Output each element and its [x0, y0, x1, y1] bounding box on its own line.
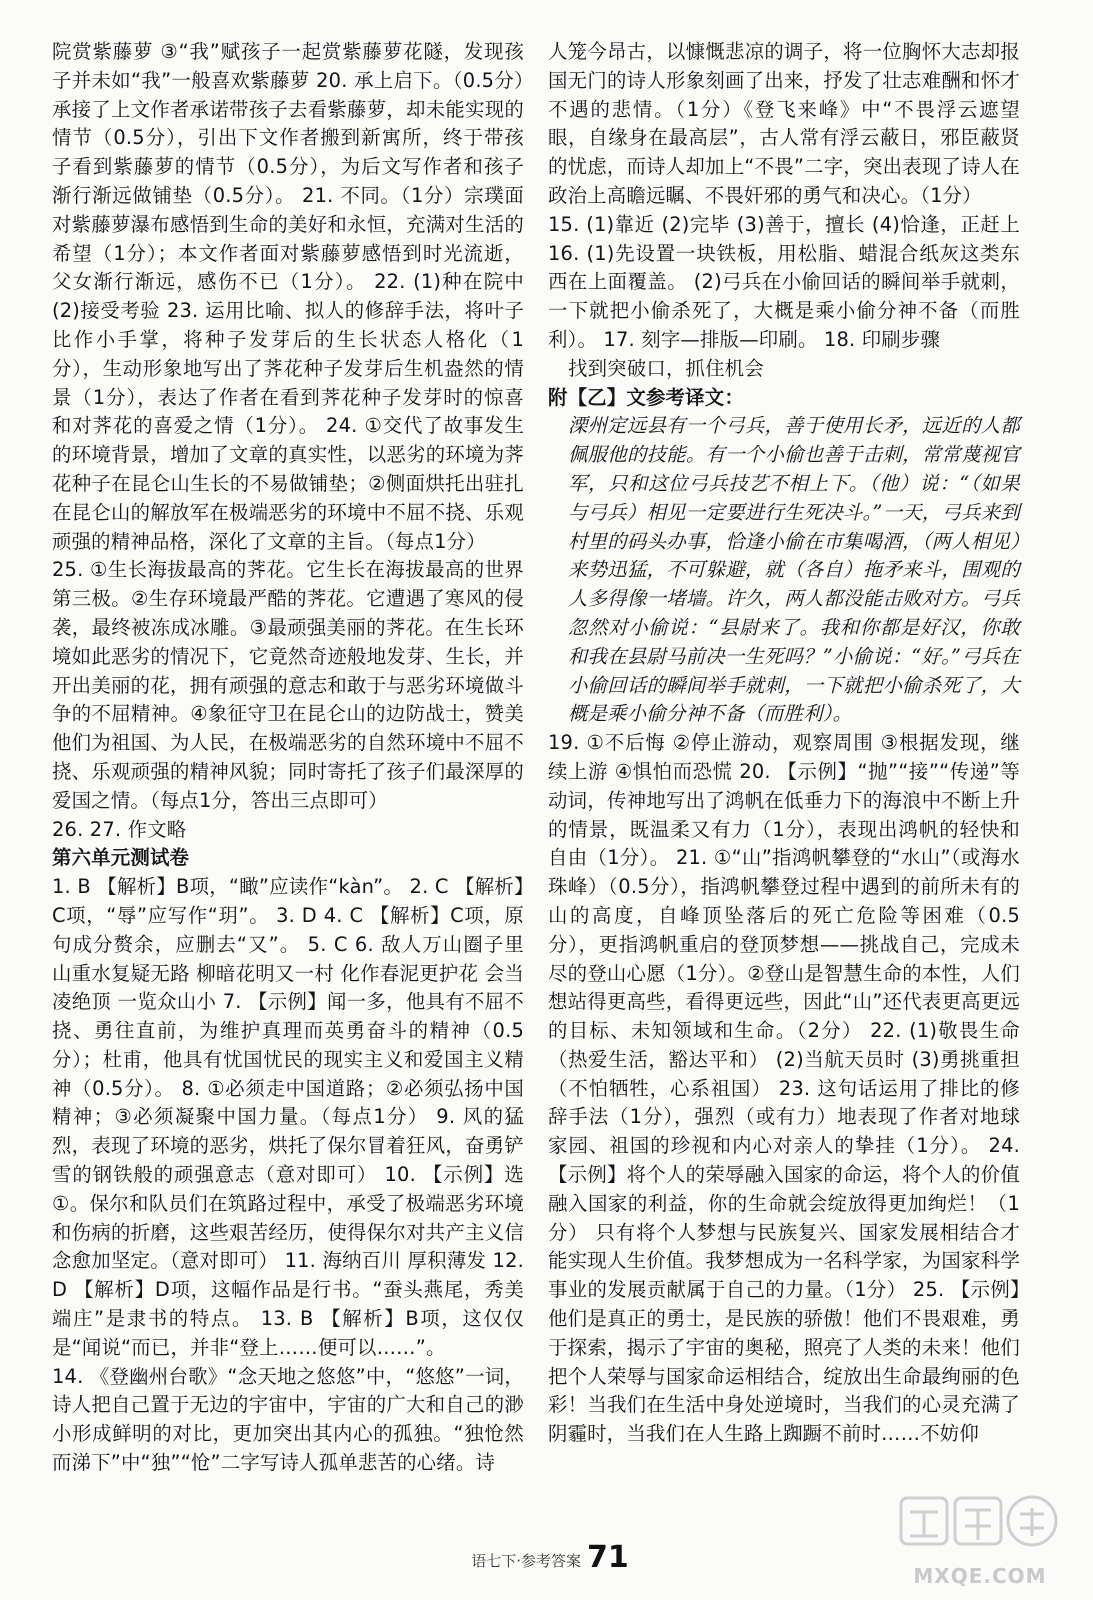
watermark-logo	[895, 1490, 1065, 1588]
footer-label: 语七下·参考答案	[471, 1552, 582, 1570]
section-title: 第六单元测试卷	[52, 846, 190, 870]
translation-text: 溧州定远县有一个弓兵，善于使用长矛，远近的人都佩服他的技能。有一个小偷也善于击刺，常常蔑视官军，只和这位弓兵技艺不相上下。（他）说：“（如果与弓兵）相见一定要进行生死决斗。”一天，弓兵来到村里的码头办事，恰逢小偷在市集喝酒，（两人相见）来势迅猛，不可躲避，就（各自）拖矛来斗，围观的人多得像一堵墙。许久，两人都没能击败对方。弓兵忽然对小偷说：“县尉来了。我和你都是好汉，你敢和我在县尉马前决一生死吗？”小偷说：“好。”弓兵在小偷回话的瞬间举手就刺，一下就把小偷杀死了，大概是乘小偷分神不备（而胜利）。	[568, 414, 1020, 726]
answer-paragraph-left-4: 1. B 【解析】B项，“瞰”应读作“kàn”。 2. C 【解析】C项，“辱”应写作“玥”。 3. D 4. C 【解析】C项，原句成分赘余，应删去“又”。 5. C 6. 敌人万山圈子里 山重水复疑无路 柳暗花明又一村 化作春泥更护花 会当凌绝顶 一览众山小 7. 【示例】闻一多，他具有不屈不挠、勇往直前，为维护真理而英勇奋斗的精神（0.5分）；杜甫，他具有忧国忧民的现实主义和爱国主义精神（0.5分）。 8. ①必须走中国道路；②必须弘扬中国精神；③必须凝聚中国力量。（每点1分） 9. 风的猛烈，表现了环境的恶劣，烘托了保尔冒着狂风，奋勇铲雪的钢铁般的顽强意志（意对即可） 10. 【示例】选①。保尔和队员们在筑路过程中，承受了极端恶劣环境和伤病的折磨，这些艰苦经历，使得保尔对共产主义信念愈加坚定。（意对即可） 11. 海纳百川 厚积薄发 12. D 【解析】D项，这幅作品是行书。“蚕头燕尾，秀美端庄”是隶书的特点。 13. B 【解析】B项，这仅仅是“闻说“而已，并非“登上……便可以……”。	[52, 875, 524, 1359]
page-footer	[420, 1535, 680, 1575]
right-column	[548, 38, 1020, 1449]
answer-paragraph-left-3: 26. 27. 作文略	[52, 817, 187, 841]
answer-paragraph-right-2: 15. (1)靠近 (2)完毕 (3)善于，擅长 (4)恰逢，正赶上 16. (1)先设置一块铁板，用松脂、蜡混合纸灰这类东西在上面覆盖。 (2)弓兵在小偷回话的瞬间举手就刺，一下就把小偷杀死了，大概是乘小偷分神不备（而胜利）。 17. 刻字—排版—印刷。 18. 印刷步骤	[548, 212, 1020, 351]
answer-paragraph-right-1: 人笼今昂古，以慷慨悲凉的调子，将一位胸怀大志却报国无门的诗人形象刻画了出来，抒发了壮志难酬和怀才不遇的悲情。（1分）《登飞来峰》中“不畏浮云遮望眼，自缘身在最高层”，古人常有浮云蔽日，邪臣蔽贤的忧虑，而诗人却加上“不畏”二字，突出表现了诗人在政治上高瞻远瞩、不畏奸邪的勇气和决心。（1分）	[548, 40, 1020, 207]
answer-paragraph-left-1: 院赏紫藤萝 ③“我”赋孩子一起赏紫藤萝花隧，发现孩子并未如“我”一般喜欢紫藤萝 20. 承上启下。（0.5分）承接了上文作者承诺带孩子去看紫藤萝，却未能实现的情节（0.5分），引出下文作者搬到新寓所，终于带孩子看到紫藤萝的情节（0.5分），为后文写作者和孩子渐行渐远做铺垫（0.5分）。 21. 不同。（1分）宗璞面对紫藤萝瀑布感悟到生命的美好和永恒，充满对生活的希望（1分）；本文作者面对紫藤萝感悟到时光流逝，父女渐行渐远，感伤不已（1分）。 22. (1)种在院中 (2)接受考验 23. 运用比喻、拟人的修辞手法，将叶子比作小手掌，将种子发芽后的生长状态人格化（1分），生动形象地写出了荠花种子发芽后生机盎然的情景（1分），表达了作者在看到荠花种子发芽时的惊喜和对荠花的喜爱之情（1分）。 24. ①交代了故事发生的环境背景，增加了文章的真实性，以恶劣的环境为荠花种子在昆仑山生长的不易做铺垫；②侧面烘托出驻扎在昆仑山的解放军在极端恶劣的环境中不屈不挠、乐观顽强的精神品格，深化了文章的主旨。（每点1分）	[52, 40, 524, 553]
watermark-mark-icon	[895, 1490, 1065, 1560]
answer-paragraph-right-3: 找到突破口，抓住机会	[568, 356, 764, 380]
translation-heading: 附【乙】文参考译文：	[548, 385, 744, 409]
left-column	[52, 38, 524, 1478]
watermark-url: MXQE.COM	[913, 1564, 1047, 1588]
answer-paragraph-left-5: 14. 《登幽州台歌》“念天地之悠悠”中，“悠悠”一词，诗人把自己置于无边的宇宙中，宇宙的广大和自己的渺小形成鲜明的对比，更加突出其内心的孤独。“独怆然而涕下”中“独”“怆”二字写诗人孤单悲苦的心绪。诗	[52, 1364, 524, 1475]
page-number: 71	[587, 1540, 629, 1575]
answer-paragraph-left-2: 25. ①生长海拔最高的荠花。它生长在海拔最高的世界第三极。②生存环境最严酷的荠花。它遭遇了寒风的侵袭，最终被冻成冰雕。③最顽强美丽的荠花。在生长环境如此恶劣的情况下，它竟然奇迹般地发芽、生长，并开出美丽的花，拥有顽强的意志和敢于与恶劣环境做斗争的不屈精神。④象征守卫在昆仑山的边防战士，赞美他们为祖国、为人民，在极端恶劣的自然环境中不屈不挠、乐观顽强的精神风貌；同时寄托了孩子们最深厚的爱国之情。（每点1分，答出三点即可）	[52, 558, 524, 812]
answer-paragraph-right-4: 19. ①不后悔 ②停止游动，观察周围 ③根据发现，继续上游 ④惧怕而恐慌 20. 【示例】“抛”“接”“传递”等动词，传神地写出了鸿帆在低垂力下的海浪中不断上升的情景，既温柔又有力（1分），表现出鸿帆的轻快和自由（1分）。 21. ①“山”指鸿帆攀登的“水山”（或海水珠峰）（0.5分），指鸿帆攀登过程中遇到的前所未有的山的高度，自峰顶坠落后的死亡危险等困难（0.5分），更指鸿帆重启的登顶梦想——挑战自己，完成未尽的登山心愿（1分）。②登山是智慧生命的本性，人们想站得更高些，看得更远些，因此“山”还代表更高更远的目标、未知领域和生命。（2分） 22. (1)敬畏生命（热爱生活，豁达平和） (2)当航天员时 (3)勇挑重担（不怕牺牲，心系祖国） 23. 这句话运用了排比的修辞手法（1分），强烈（或有力）地表现了作者对地球家园、祖国的珍视和内心对亲人的挚挂（1分）。 24. 【示例】将个人的荣辱融入国家的命运，将个人的价值融入国家的利益，你的生命就会绽放得更加绚烂！（1分） 只有将个人梦想与民族复兴、国家发展相结合才能实现人生价值。我梦想成为一名科学家，为国家科学事业的发展贡献属于自己的力量。（1分） 25. 【示例】他们是真正的勇士，是民族的骄傲！他们不畏艰难，勇于探索，揭示了宇宙的奥秘，照亮了人类的未来！他们把个人荣辱与国家命运相结合，绽放出生命最绚丽的色彩！当我们在生活中身处逆境时，当我们的心灵充满了阴霾时，当我们在人生路上踟蹰不前时……不妨仰	[548, 731, 1020, 1446]
